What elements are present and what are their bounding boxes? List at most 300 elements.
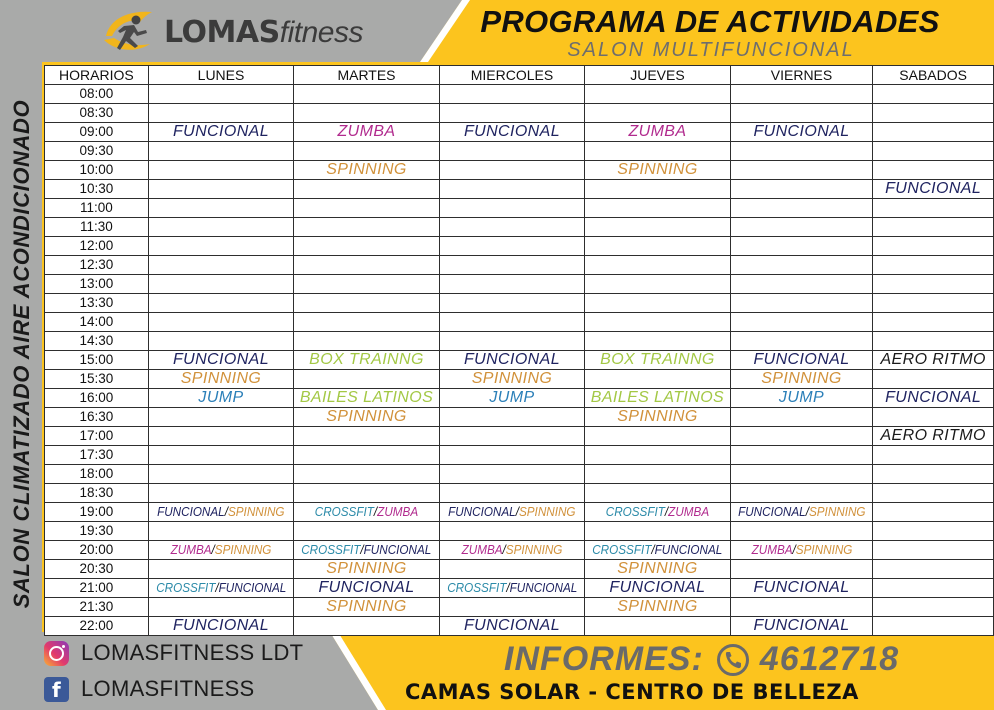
activity-part: CROSSFIT [301, 542, 361, 557]
time-cell: 19:00 [45, 503, 149, 522]
activity-cell [439, 237, 584, 256]
activity-cell [730, 541, 873, 560]
activity-cell [585, 85, 730, 104]
activity-cell [873, 313, 994, 332]
activity-cell [730, 142, 873, 161]
activity-cell [585, 142, 730, 161]
activity-cell [439, 104, 584, 123]
activity-separator: / [211, 542, 215, 557]
time-cell: 18:30 [45, 484, 149, 503]
header-day-miercoles: MIERCOLES [439, 66, 584, 85]
activity-cell [730, 465, 873, 484]
activity-cell: FUNCIONAL [148, 617, 293, 636]
activity-cell: AERO RITMO [873, 427, 994, 446]
activity-cell [730, 522, 873, 541]
activity-cell: ZUMBA [294, 123, 439, 142]
activity-cell [439, 484, 584, 503]
activity-cell [148, 199, 293, 218]
activity-cell [730, 199, 873, 218]
time-cell: 15:00 [45, 351, 149, 370]
activity-cell [873, 294, 994, 313]
activity-cell [730, 598, 873, 617]
activity-cell [439, 313, 584, 332]
activity-cell: BAILES LATINOS [585, 389, 730, 408]
activity-part: ZUMBA [461, 542, 503, 557]
schedule-row [45, 465, 994, 484]
brand-logo [100, 6, 363, 58]
activity-cell: FUNCIONAL [873, 180, 994, 199]
activity-cell [148, 237, 293, 256]
schedule-row [45, 313, 994, 332]
activity-combo [171, 541, 272, 559]
activity-cell: JUMP [730, 389, 873, 408]
activity-cell [294, 218, 439, 237]
activity-cell [873, 617, 994, 636]
activity-cell: FUNCIONAL [148, 351, 293, 370]
activity-cell: SPINNING [439, 370, 584, 389]
activity-cell [873, 370, 994, 389]
activity-part: FUNCIONAL [737, 504, 806, 519]
time-cell: 17:00 [45, 427, 149, 446]
brand-name-bold: LOMAS [164, 14, 280, 50]
activity-part: CROSSFIT [314, 504, 374, 519]
activity-cell [730, 85, 873, 104]
activity-cell: FUNCIONAL [439, 123, 584, 142]
activity-cell [294, 256, 439, 275]
activity-cell [585, 218, 730, 237]
activity-cell [873, 256, 994, 275]
activity-part: FUNCIONAL [157, 504, 225, 519]
activity-part: CROSSFIT [605, 504, 665, 519]
activity-cell [730, 237, 873, 256]
activity-part: SPINNING [214, 542, 272, 557]
instagram-icon [44, 641, 69, 666]
activity-separator: / [224, 504, 229, 519]
schedule-row [45, 446, 994, 465]
time-cell: 18:00 [45, 465, 149, 484]
activity-cell [585, 465, 730, 484]
activity-cell [148, 484, 293, 503]
activity-separator: / [792, 542, 796, 557]
activity-cell [294, 484, 439, 503]
time-cell: 08:30 [45, 104, 149, 123]
activity-cell: SPINNING [585, 161, 730, 180]
activity-combo [315, 503, 418, 521]
time-cell: 11:00 [45, 199, 149, 218]
activity-cell [873, 85, 994, 104]
activity-cell [294, 275, 439, 294]
activity-cell: SPINNING [585, 560, 730, 579]
schedule-row [45, 142, 994, 161]
header-day-lunes: LUNES [148, 66, 293, 85]
activity-separator: / [215, 580, 219, 595]
activity-cell [873, 465, 994, 484]
page-title: PROGRAMA DE ACTIVIDADES [480, 4, 940, 39]
activity-combo [751, 541, 852, 559]
activity-cell: AERO RITMO [873, 351, 994, 370]
schedule-row [45, 123, 994, 142]
activity-cell [294, 370, 439, 389]
activity-cell: ZUMBA [585, 123, 730, 142]
time-cell: 22:00 [45, 617, 149, 636]
time-cell: 21:30 [45, 598, 149, 617]
activity-cell [585, 484, 730, 503]
activity-combo [462, 541, 563, 559]
time-cell: 15:30 [45, 370, 149, 389]
activity-cell [873, 123, 994, 142]
header-day-martes: MARTES [294, 66, 439, 85]
activity-cell [873, 579, 994, 598]
activity-cell [730, 408, 873, 427]
activity-cell [439, 332, 584, 351]
time-cell: 10:00 [45, 161, 149, 180]
activity-cell: FUNCIONAL [294, 579, 439, 598]
activity-cell [294, 503, 439, 522]
activity-part: FUNCIONAL [363, 542, 432, 557]
activity-part: FUNCIONAL [654, 542, 723, 557]
activity-cell [294, 427, 439, 446]
activity-cell [294, 142, 439, 161]
activity-cell [873, 541, 994, 560]
activity-cell [294, 294, 439, 313]
activity-cell [439, 275, 584, 294]
activity-cell [294, 180, 439, 199]
activity-cell: SPINNING [294, 560, 439, 579]
activity-cell [148, 522, 293, 541]
activity-cell: SPINNING [294, 161, 439, 180]
brand-name-light: fitness [279, 15, 363, 49]
activity-cell: FUNCIONAL [730, 351, 873, 370]
activity-cell: SPINNING [294, 408, 439, 427]
activity-cell: FUNCIONAL [148, 123, 293, 142]
activity-cell [873, 503, 994, 522]
schedule-row [45, 294, 994, 313]
activity-cell [294, 332, 439, 351]
schedule-row [45, 389, 994, 408]
activity-cell [585, 199, 730, 218]
schedule-row [45, 598, 994, 617]
activity-part: SPINNING [505, 542, 563, 557]
activity-cell: BAILES LATINOS [294, 389, 439, 408]
activity-cell [439, 199, 584, 218]
activity-separator: / [664, 504, 669, 519]
activity-cell [439, 218, 584, 237]
activity-part: CROSSFIT [592, 542, 652, 557]
activity-combo [301, 541, 431, 559]
activity-cell [873, 598, 994, 617]
activity-cell [585, 503, 730, 522]
activity-cell [585, 180, 730, 199]
activity-cell [294, 313, 439, 332]
activity-cell [585, 313, 730, 332]
activity-cell [439, 465, 584, 484]
activity-cell [585, 522, 730, 541]
activity-cell [730, 484, 873, 503]
activity-cell [730, 275, 873, 294]
activity-cell [439, 408, 584, 427]
runner-figure-icon [100, 6, 158, 58]
activity-combo [738, 503, 865, 521]
activity-cell [439, 294, 584, 313]
activity-cell [730, 218, 873, 237]
header-day-jueves: JUEVES [585, 66, 730, 85]
informes-label: INFORMES: [504, 640, 704, 678]
activity-cell [873, 104, 994, 123]
activity-cell [294, 446, 439, 465]
time-cell: 09:00 [45, 123, 149, 142]
facebook-icon: f [44, 677, 69, 702]
time-cell: 19:30 [45, 522, 149, 541]
brand-name [164, 15, 363, 50]
activity-cell [585, 370, 730, 389]
activity-cell [148, 294, 293, 313]
activity-cell [730, 256, 873, 275]
activity-cell [873, 275, 994, 294]
activity-cell [148, 332, 293, 351]
activity-cell [585, 294, 730, 313]
schedule-row [45, 541, 994, 560]
activity-cell [148, 503, 293, 522]
activity-cell: FUNCIONAL [585, 579, 730, 598]
activity-cell [439, 180, 584, 199]
activity-cell [148, 85, 293, 104]
phone-icon [716, 643, 750, 677]
activity-cell [148, 218, 293, 237]
header-day-sabados: SABADOS [873, 66, 994, 85]
activity-cell [873, 560, 994, 579]
activity-cell [294, 541, 439, 560]
activity-cell [148, 560, 293, 579]
header-horarios: HORARIOS [45, 66, 149, 85]
activity-part: CROSSFIT [155, 580, 216, 595]
instagram-link[interactable] [44, 640, 303, 666]
facebook-link[interactable] [44, 676, 255, 702]
header-day-viernes: VIERNES [730, 66, 873, 85]
activity-cell [873, 142, 994, 161]
activity-separator: / [506, 580, 510, 595]
activity-separator: / [651, 542, 655, 557]
activity-cell [873, 161, 994, 180]
time-cell: 14:30 [45, 332, 149, 351]
activity-cell [148, 313, 293, 332]
activity-cell [148, 408, 293, 427]
activity-part: ZUMBA [377, 504, 419, 519]
activity-part: FUNCIONAL [218, 580, 287, 595]
activity-cell [294, 199, 439, 218]
activity-cell [148, 142, 293, 161]
activity-cell: BOX TRAINNG [294, 351, 439, 370]
activity-cell [873, 446, 994, 465]
activity-cell [873, 218, 994, 237]
schedule-row [45, 617, 994, 636]
activity-cell: SPINNING [294, 598, 439, 617]
activity-cell [439, 142, 584, 161]
activity-cell [148, 180, 293, 199]
schedule-row [45, 351, 994, 370]
facebook-handle: LOMASFITNESS [81, 676, 255, 701]
schedule-row [45, 199, 994, 218]
activity-cell [294, 237, 439, 256]
activity-combo [447, 579, 577, 597]
time-cell: 09:30 [45, 142, 149, 161]
activity-part: SPINNING [228, 504, 285, 519]
schedule-row [45, 218, 994, 237]
schedule-row [45, 484, 994, 503]
activity-cell: FUNCIONAL [439, 351, 584, 370]
activity-cell [873, 332, 994, 351]
activity-part: SPINNING [808, 504, 866, 519]
activity-cell [439, 579, 584, 598]
activity-part: FUNCIONAL [509, 580, 577, 595]
activity-cell [730, 161, 873, 180]
time-cell: 11:30 [45, 218, 149, 237]
activity-cell [585, 256, 730, 275]
time-cell: 13:30 [45, 294, 149, 313]
activity-cell [585, 427, 730, 446]
informes-contact [504, 640, 899, 679]
activity-cell [294, 522, 439, 541]
activity-cell [439, 598, 584, 617]
time-cell: 17:30 [45, 446, 149, 465]
time-cell: 13:00 [45, 275, 149, 294]
activity-cell [439, 503, 584, 522]
activity-cell [148, 161, 293, 180]
schedule-row [45, 579, 994, 598]
activity-cell [730, 313, 873, 332]
schedule-row [45, 275, 994, 294]
time-cell: 20:00 [45, 541, 149, 560]
activity-cell [439, 427, 584, 446]
activity-cell: SPINNING [585, 598, 730, 617]
activity-cell [439, 161, 584, 180]
time-cell: 10:30 [45, 180, 149, 199]
schedule-row [45, 560, 994, 579]
schedule-row [45, 370, 994, 389]
schedule-table [44, 65, 994, 636]
activity-cell [730, 332, 873, 351]
schedule-row [45, 161, 994, 180]
activity-cell: SPINNING [585, 408, 730, 427]
activity-separator: / [360, 542, 364, 557]
activity-cell [585, 446, 730, 465]
activity-combo [606, 503, 709, 521]
activity-cell [730, 446, 873, 465]
activity-cell [730, 180, 873, 199]
activity-separator: / [515, 504, 520, 519]
activity-cell: JUMP [439, 389, 584, 408]
activity-cell [148, 275, 293, 294]
activity-part: SPINNING [795, 542, 852, 557]
activity-cell [148, 427, 293, 446]
activity-cell: SPINNING [730, 370, 873, 389]
phone-number: 4612718 [759, 640, 900, 678]
activity-cell [730, 560, 873, 579]
schedule-body [45, 85, 994, 636]
activity-cell [873, 199, 994, 218]
page-subtitle: SALON MULTIFUNCIONAL [567, 39, 855, 61]
activity-cell [873, 522, 994, 541]
activity-combo [157, 503, 284, 521]
activity-cell [148, 579, 293, 598]
activity-cell [294, 85, 439, 104]
activity-combo [156, 579, 286, 597]
time-cell: 16:00 [45, 389, 149, 408]
time-cell: 08:00 [45, 85, 149, 104]
time-cell: 12:00 [45, 237, 149, 256]
schedule-row [45, 522, 994, 541]
instagram-handle: LOMASFITNESS LDT [81, 640, 304, 665]
activity-cell [730, 427, 873, 446]
activity-cell [439, 541, 584, 560]
activity-cell [873, 408, 994, 427]
activity-cell [585, 104, 730, 123]
side-label-text: SALON CLIMATIZADO AIRE ACONDICIONADO [9, 99, 34, 609]
schedule-row [45, 332, 994, 351]
activity-separator: / [805, 504, 809, 519]
activity-cell [730, 294, 873, 313]
activity-part: ZUMBA [170, 542, 212, 557]
activity-cell [148, 598, 293, 617]
schedule-row [45, 503, 994, 522]
activity-cell [585, 541, 730, 560]
activity-part: ZUMBA [751, 542, 793, 557]
time-cell: 12:30 [45, 256, 149, 275]
activity-cell [294, 465, 439, 484]
activity-cell [730, 503, 873, 522]
time-cell: 20:30 [45, 560, 149, 579]
activity-cell [294, 617, 439, 636]
activity-cell [148, 256, 293, 275]
schedule-row [45, 408, 994, 427]
activity-separator: / [373, 504, 378, 519]
activity-separator: / [502, 542, 506, 557]
activity-part: CROSSFIT [446, 580, 507, 595]
activity-cell [439, 85, 584, 104]
activity-cell: FUNCIONAL [730, 617, 873, 636]
activity-cell: FUNCIONAL [730, 579, 873, 598]
activity-cell [730, 104, 873, 123]
activity-part: ZUMBA [668, 504, 710, 519]
activity-cell [873, 237, 994, 256]
activity-cell [148, 541, 293, 560]
activity-cell [585, 332, 730, 351]
schedule-row [45, 85, 994, 104]
activity-cell [585, 237, 730, 256]
schedule-row [45, 104, 994, 123]
activity-cell [294, 104, 439, 123]
activity-cell [439, 522, 584, 541]
activity-cell: FUNCIONAL [730, 123, 873, 142]
activity-combo [592, 541, 722, 559]
schedule-row [45, 180, 994, 199]
activity-cell [585, 275, 730, 294]
services-line: CAMAS SOLAR - CENTRO DE BELLEZA [405, 680, 859, 704]
activity-cell: SPINNING [148, 370, 293, 389]
schedule-row [45, 237, 994, 256]
activity-cell: JUMP [148, 389, 293, 408]
activity-cell [148, 465, 293, 484]
activity-cell [585, 617, 730, 636]
activity-cell [439, 446, 584, 465]
activity-cell [148, 446, 293, 465]
time-cell: 16:30 [45, 408, 149, 427]
schedule-row [45, 427, 994, 446]
time-cell: 21:00 [45, 579, 149, 598]
activity-part: FUNCIONAL [448, 504, 516, 519]
activity-cell: FUNCIONAL [873, 389, 994, 408]
time-cell: 14:00 [45, 313, 149, 332]
activity-cell [148, 104, 293, 123]
